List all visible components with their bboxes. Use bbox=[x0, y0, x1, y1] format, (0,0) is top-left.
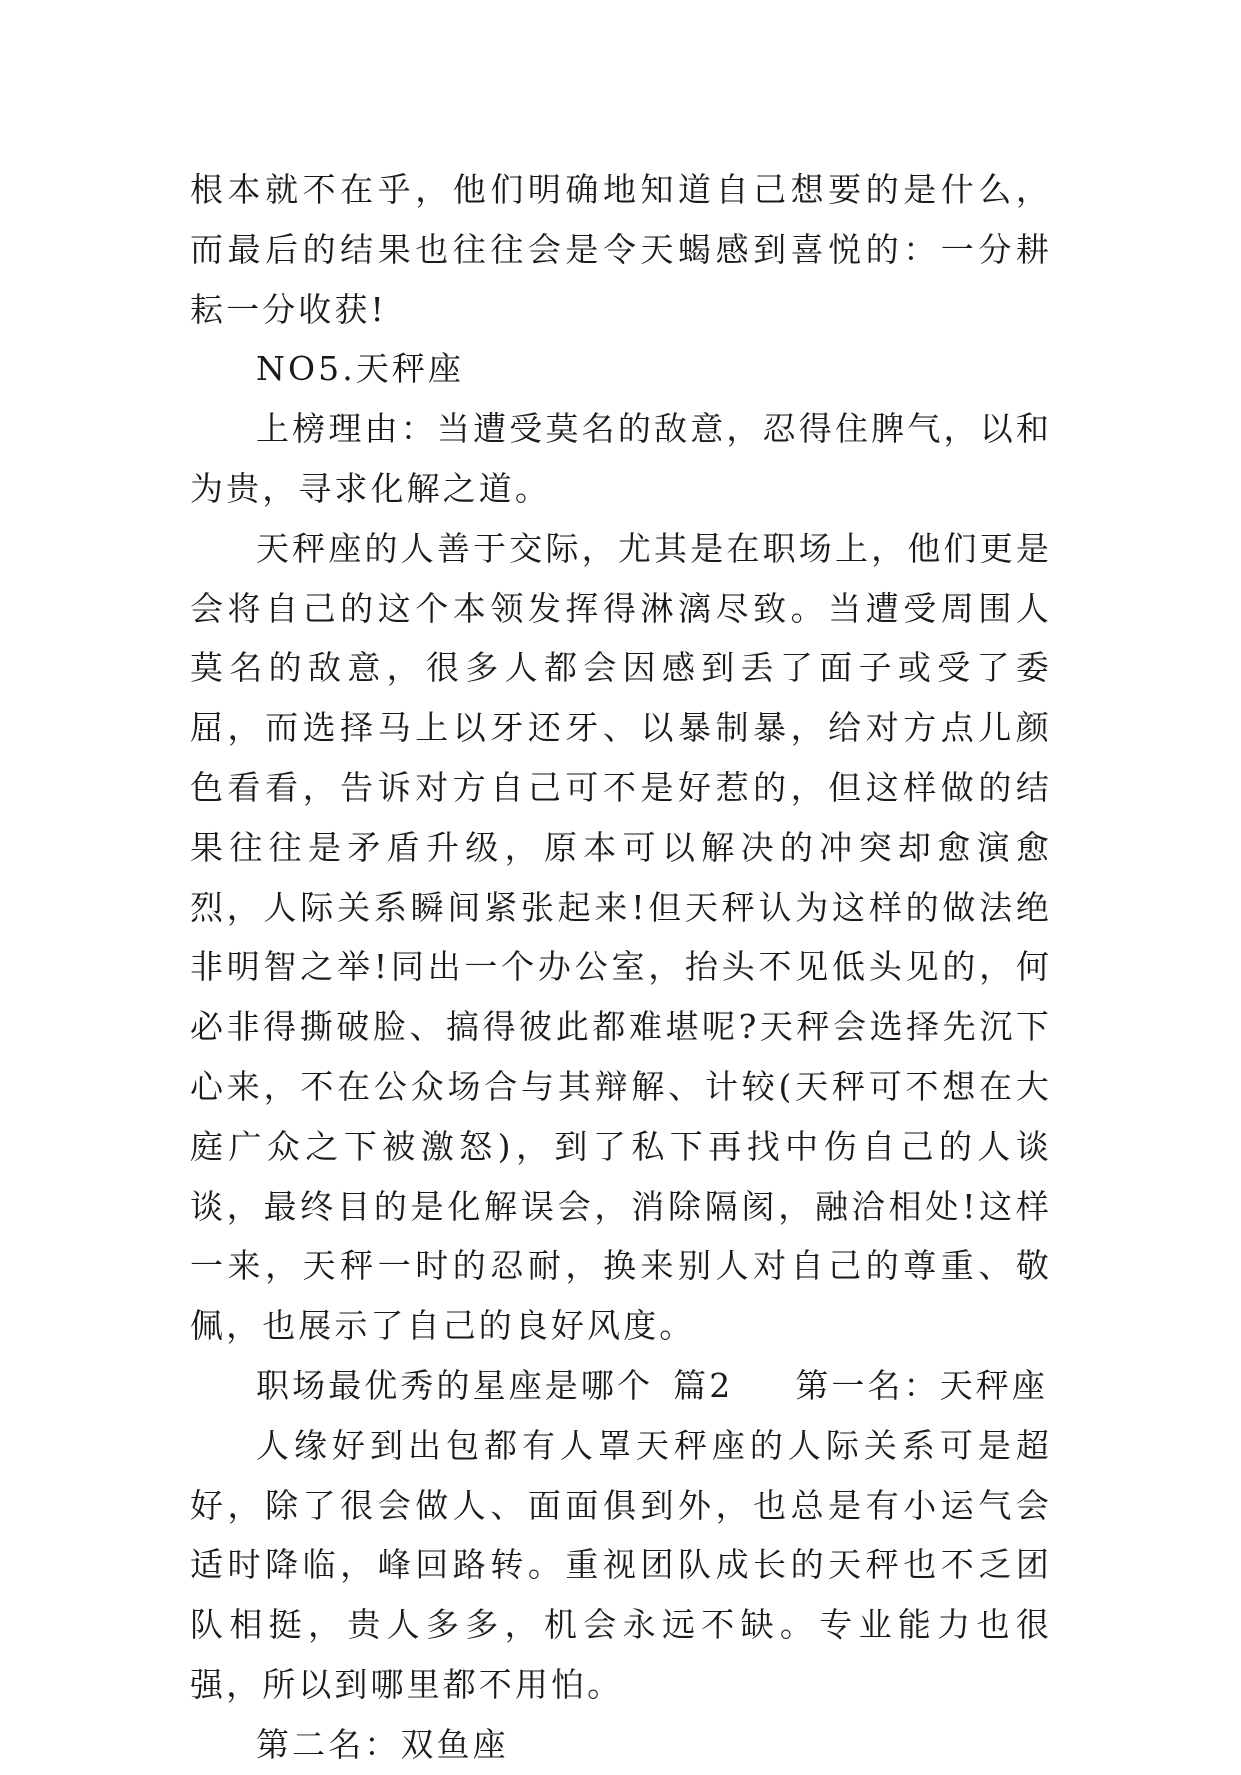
paragraph-libra-description: 天秤座的人善于交际，尤其是在职场上，他们更是会将自己的这个本领发挥得淋漓尽致。当遭受周围人莫名的敌意，很多人都会因感到丢了面子或受了委屈，而选择马上以牙还牙、以暴制暴，给对方点儿颜色看看，告诉对方自己可不是好惹的，但这样做的结果往往是矛盾升级，原本可以解决的冲突却愈演愈烈，人际关系瞬间紧张起来!但天秤认为这样的做法绝非明智之举!同出一个办公室，抬头不见低头见的，何必非得撕破脸、搞得彼此都难堪呢?天秤会选择先沉下心来，不在公众场合与其辩解、计较(天秤可不想在大庭广众之下被激怒)，到了私下再找中伤自己的人谈谈，最终目的是化解误会，消除隔阂，融洽相处!这样一来，天秤一时的忍耐，换来别人对自己的尊重、敬佩，也展示了自己的良好风度。 bbox=[190, 528, 1052, 1346]
rank-second: 第二名：双鱼座 bbox=[256, 1724, 509, 1764]
paragraph-libra-relations: 人缘好到出包都有人罩天秤座的人际关系可是超好，除了很会做人、面面俱到外，也总是有小运气会适时降临，峰回路转。重视团队成长的天秤也不乏团队相挺，贵人多多，机会永远不缺。专业能力也很强，所以到哪里都不用怕。 bbox=[190, 1425, 1052, 1704]
ranking-reason: 上榜理由：当遭受莫名的敌意，忍得住脾气，以和为贵，寻求化解之道。 bbox=[190, 409, 1052, 508]
article-title: 职场最优秀的星座是哪个 bbox=[256, 1365, 654, 1405]
rank-first: 第一名：天秤座 bbox=[795, 1365, 1049, 1405]
article-part: 篇2 bbox=[673, 1365, 734, 1405]
paragraph-continuation: 根本就不在乎，他们明确地知道自己想要的是什么，而最后的结果也往往会是令天蝎感到喜悦的：一分耕耘一分收获! bbox=[190, 170, 1052, 329]
article-heading bbox=[190, 1356, 1052, 1416]
document-body bbox=[190, 160, 1052, 1775]
section-title-no5: NO5.天秤座 bbox=[256, 349, 465, 389]
